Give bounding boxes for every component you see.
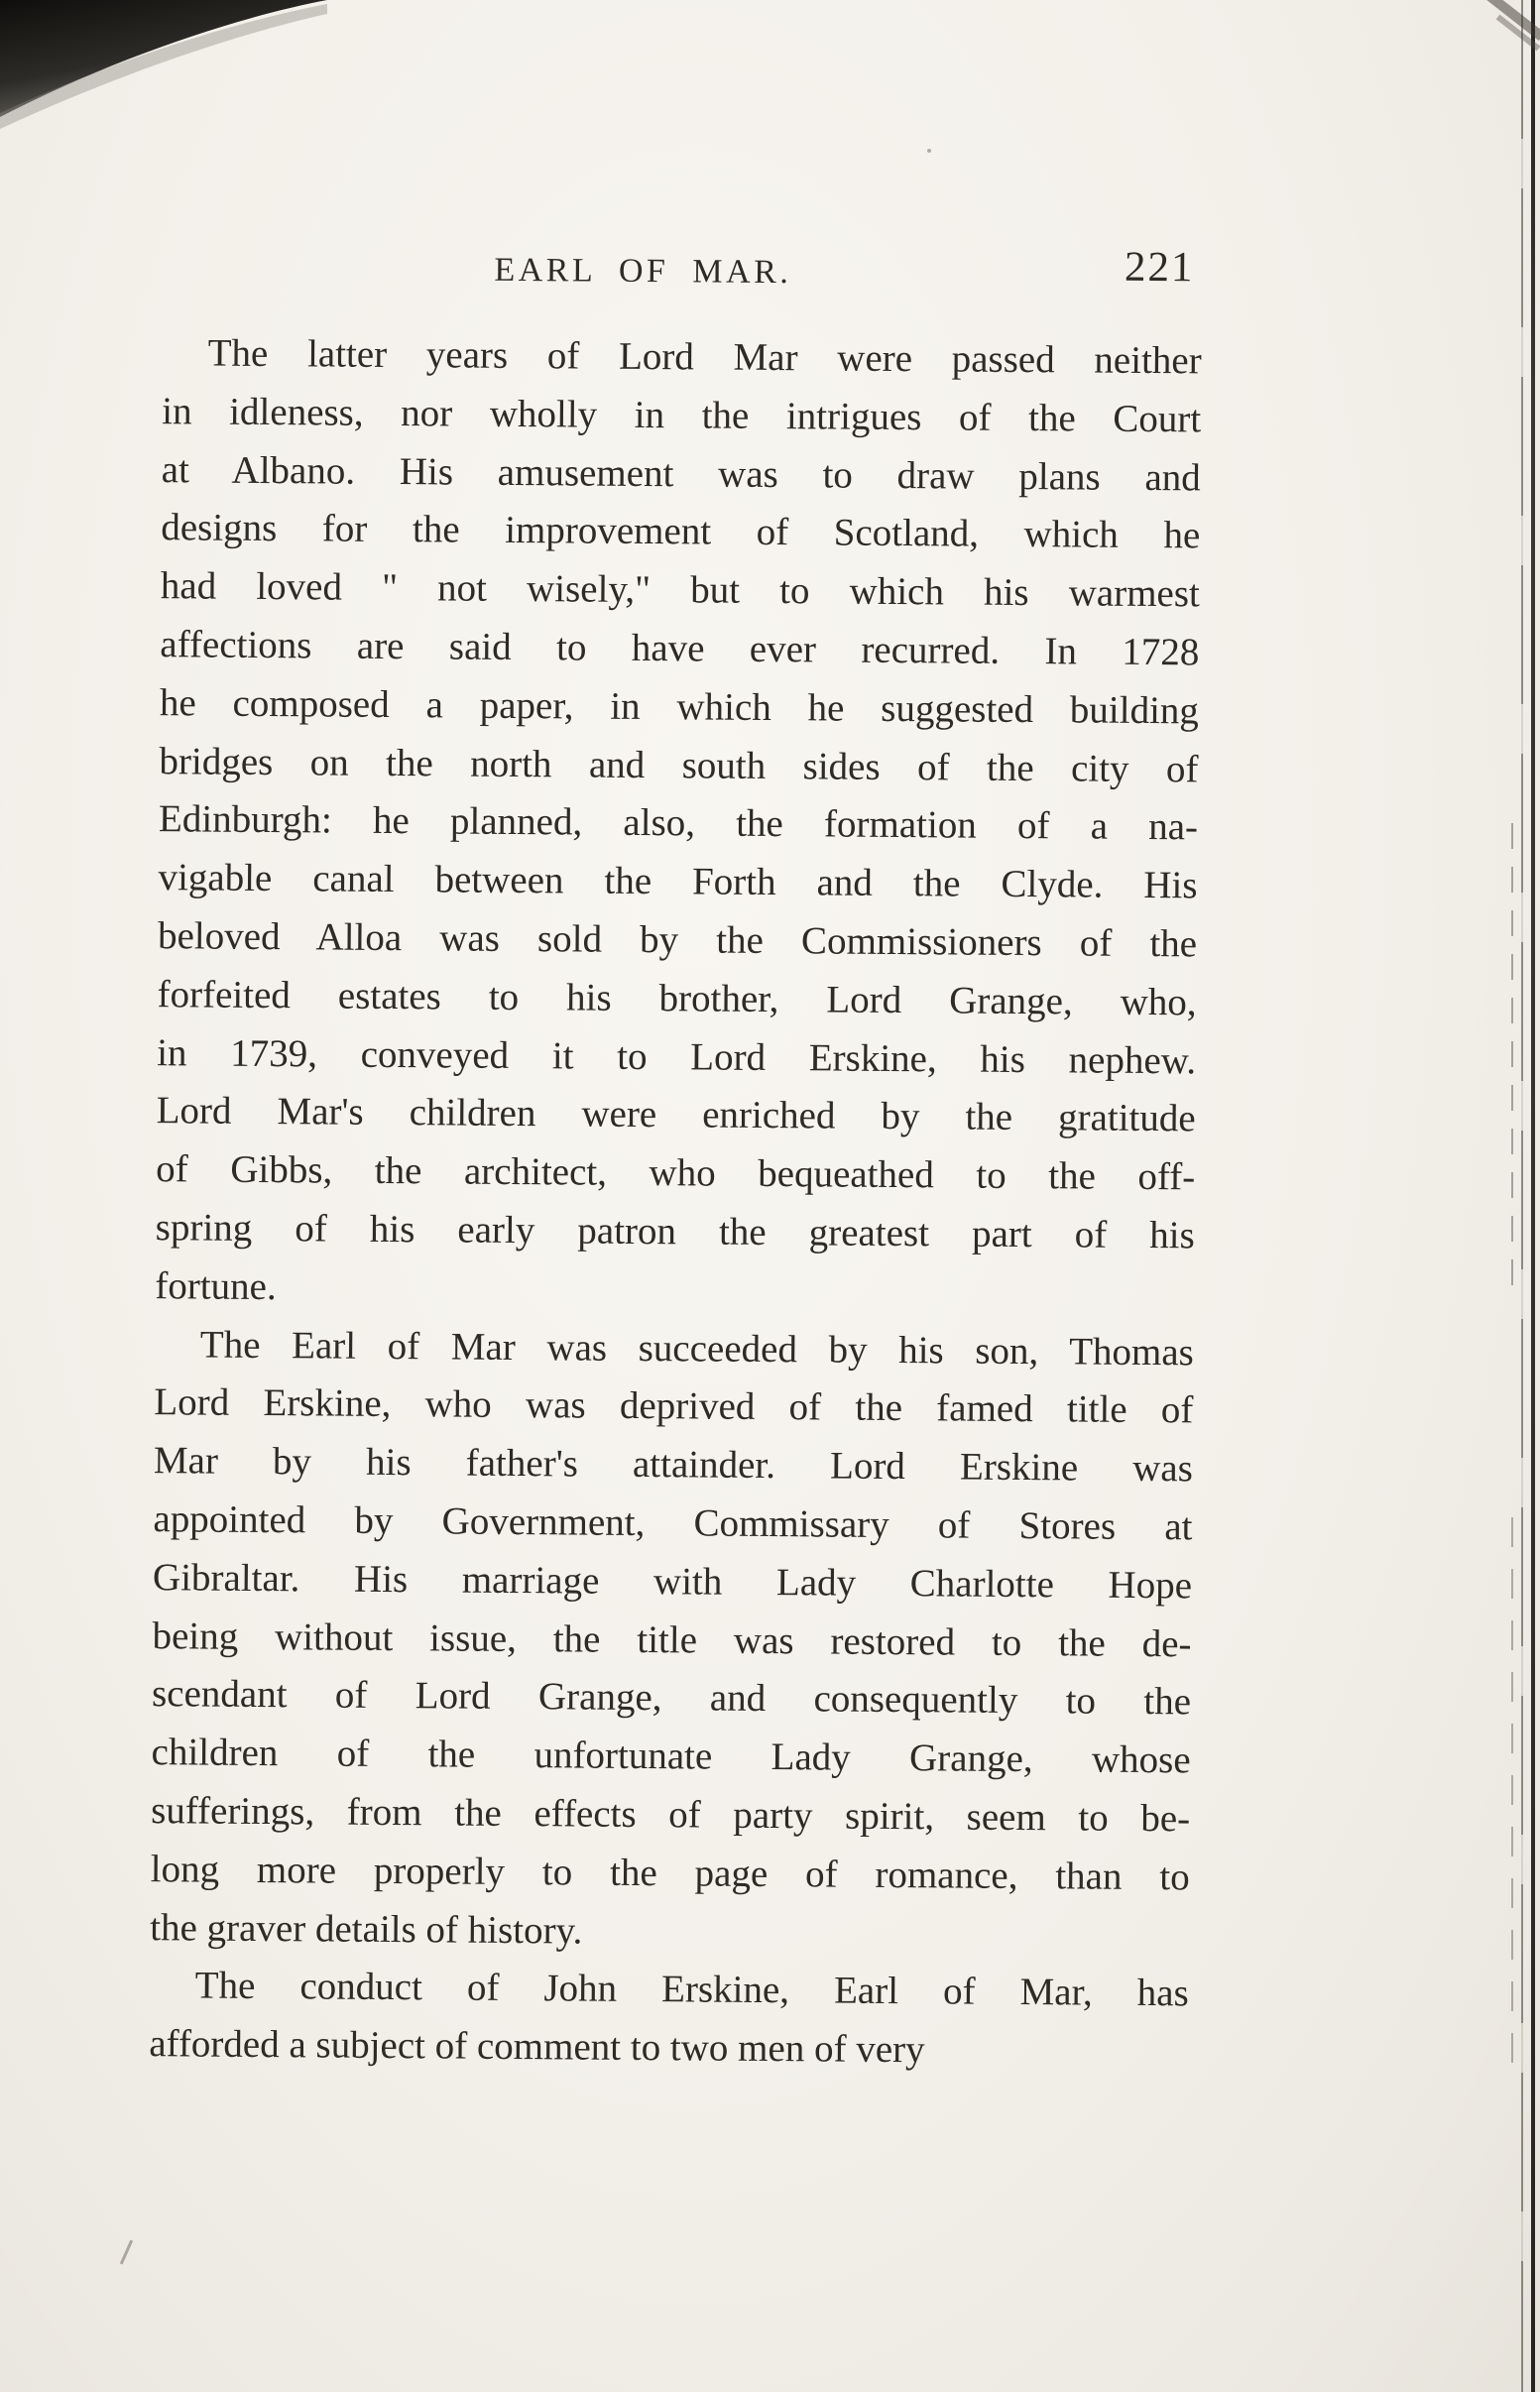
text-line: spring of his early patron the greatest part of his [155, 1206, 1195, 1257]
text-line: beloved Alloa was sold by the Commissioners of the [157, 914, 1198, 966]
text-line: Mar by his father's attainder. Lord Erskine was [153, 1439, 1194, 1491]
text-line: The latter years of Lord Mar were passed neither [207, 331, 1202, 383]
text-line: The conduct of John Erskine, Earl of Mar, has [194, 1964, 1189, 2015]
text-line: he composed a paper, in which he suggested building [159, 680, 1200, 733]
text-line: at Albano. His amusement was to draw plans and [161, 447, 1201, 499]
text-line: forfeited estates to his brother, Lord Grange, who, [157, 972, 1197, 1024]
text-line: afforded a subject of comment to two men of very [149, 2022, 925, 2072]
text-line: long more properly to the page of romance, than to [150, 1847, 1190, 1899]
page-header [163, 241, 1202, 312]
body-text [149, 324, 1202, 2082]
text-line: in idleness, nor wholly in the intrigues of the Court [162, 389, 1202, 441]
text-line: sufferings, from the effects of party spirit, seem to be- [150, 1789, 1191, 1841]
text-line: scendant of Lord Grange, and consequently to the [151, 1672, 1192, 1724]
text-line: The Earl of Mar was succeeded by his son, Thomas [199, 1323, 1194, 1374]
text-line: Gibraltar. His marriage with Lady Charlotte Hope [152, 1555, 1193, 1608]
text-line: had loved " not wisely," but to which his warmest [160, 564, 1201, 616]
text-line: appointed by Government, Commissary of Stores at [153, 1497, 1193, 1549]
text-line: in 1739, conveyed it to Lord Erskine, his nephew. [157, 1030, 1197, 1082]
text-line: designs for the improvement of Scotland, which he [161, 506, 1201, 557]
text-line: Edinburgh: he planned, also, the formation of a na- [158, 797, 1199, 849]
text-line: Lord Erskine, who was deprived of the famed title of [154, 1380, 1194, 1432]
text-line: the graver details of history. [150, 1905, 583, 1953]
text-line: affections are said to have ever recurred. In 1728 [160, 623, 1200, 674]
text-line: bridges on the north and south sides of the city of [159, 739, 1199, 790]
text-line: being without issue, the title was restored to the de- [152, 1614, 1192, 1665]
text-line: vigable canal between the Forth and the Clyde. His [158, 856, 1198, 907]
text-line: of Gibbs, the architect, who bequeathed to the off- [156, 1147, 1196, 1199]
running-title: EARL OF MAR. [494, 251, 792, 292]
text-line: children of the unfortunate Lady Grange, whose [151, 1731, 1191, 1782]
text-line: Lord Mar's children were enriched by the gratitude [156, 1089, 1196, 1140]
page-number: 221 [1124, 243, 1195, 292]
text-line: fortune. [155, 1263, 277, 1308]
